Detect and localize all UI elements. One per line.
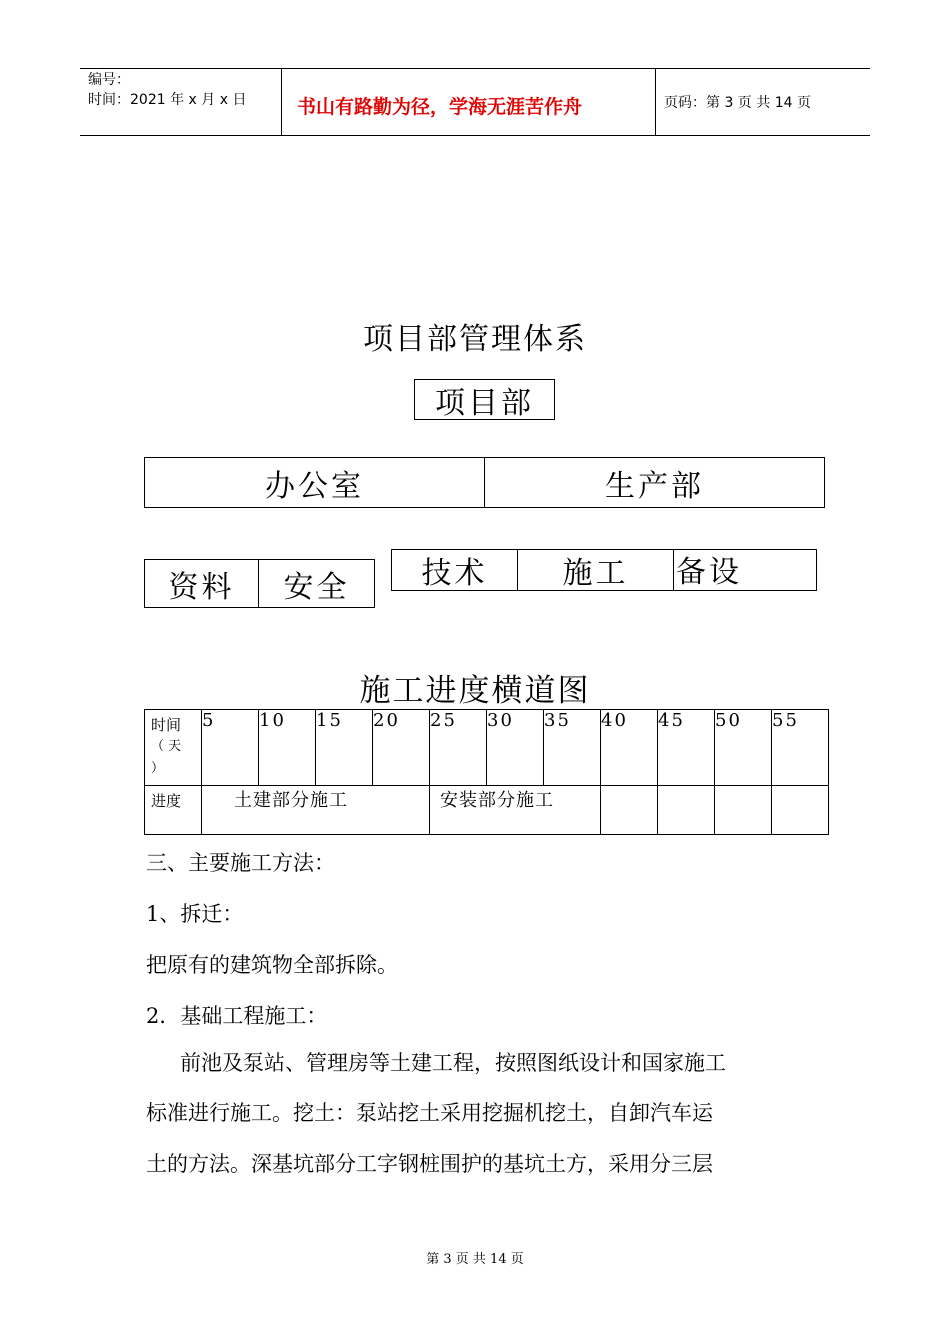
gantt-time-header [145,710,202,786]
gantt-day-cell: 20 [373,710,430,786]
item1-text: 把原有的建筑物全部拆除。 [146,953,398,977]
gantt-bar-installation [430,786,601,835]
gantt-empty-cell [715,786,772,835]
header-divider-2 [655,68,656,135]
header-bottom-rule [80,135,870,136]
gantt-day-cell: 5 [202,710,259,786]
gantt-empty-cell [601,786,658,835]
item2-heading: 2．基础工程施工： [146,1004,328,1028]
org-chart-title: 项目部管理体系 [363,322,587,357]
gantt-progress-header [145,786,202,835]
gantt-time-row [145,710,829,786]
org-box-office-label: 办公室 [265,468,364,504]
paragraph-line: 前池及泵站、管理房等土建工程，按照图纸设计和国家施工 [180,1051,726,1075]
gantt-time-header-line1: 时间 [151,716,182,734]
org-box-technical-label: 技术 [421,556,488,591]
paragraph-line: 标准进行施工。挖土：泵站挖土采用挖掘机挖土，自卸汽车运 [146,1101,713,1125]
gantt-bar-civil [202,786,430,835]
header-top-rule [80,68,870,69]
org-box-production-label: 生产部 [605,468,704,504]
gantt-day-cell: 30 [487,710,544,786]
gantt-day-cell: 35 [544,710,601,786]
org-box-technical [392,550,518,590]
gantt-day-cell: 15 [316,710,373,786]
org-production-units-row [391,549,817,591]
org-box-equipment-label: 备设 [676,555,742,590]
gantt-bar-installation-label: 安装部分施工 [440,790,554,811]
gantt-day-cell: 50 [715,710,772,786]
org-box-safety [259,560,374,607]
header-motto: 书山有路勤为径，学海无涯苦作舟 [297,96,583,118]
gantt-day-cell: 25 [430,710,487,786]
section-heading: 三、主要施工方法： [146,851,335,875]
org-office-units-row [144,559,375,608]
org-box-equipment [676,550,742,590]
page-footer: 第 3 页 共 14 页 [426,1252,524,1267]
org-box-construction [518,550,674,590]
item1-heading: 1、拆迁： [146,902,244,926]
org-box-records [145,560,259,607]
gantt-progress-label: 进度 [151,792,182,810]
gantt-empty-cell [772,786,829,835]
org-box-project-dept-label: 项目部 [435,385,534,421]
org-box-records-label: 资料 [168,569,235,605]
header-page-info: 页码：第 3 页 共 14 页 [664,95,811,111]
gantt-day-cell: 40 [601,710,658,786]
gantt-day-cell: 55 [772,710,829,786]
org-box-production [485,458,824,507]
gantt-bar-civil-label: 土建部分施工 [234,790,348,811]
gantt-time-header-line3: ） [151,761,165,776]
gantt-time-header-line2: （ 天 [151,739,182,754]
gantt-empty-cell [658,786,715,835]
paragraph-line: 土的方法。深基坑部分工字钢桩围护的基坑土方，采用分三层 [146,1152,713,1176]
org-level2-row [144,457,825,508]
gantt-day-cell: 45 [658,710,715,786]
org-box-construction-label: 施工 [562,556,629,591]
gantt-day-cell: 10 [259,710,316,786]
gantt-progress-row [145,786,829,835]
header-divider-1 [281,68,282,135]
org-box-office [145,458,485,507]
gantt-title: 施工进度横道图 [359,673,591,709]
gantt-table [144,709,829,835]
header-time-label: 时间：2021 年 x 月 x 日 [88,92,247,108]
org-box-project-dept [414,379,555,420]
header-number-label: 编号： [88,72,130,88]
org-box-safety-label: 安全 [283,569,350,605]
